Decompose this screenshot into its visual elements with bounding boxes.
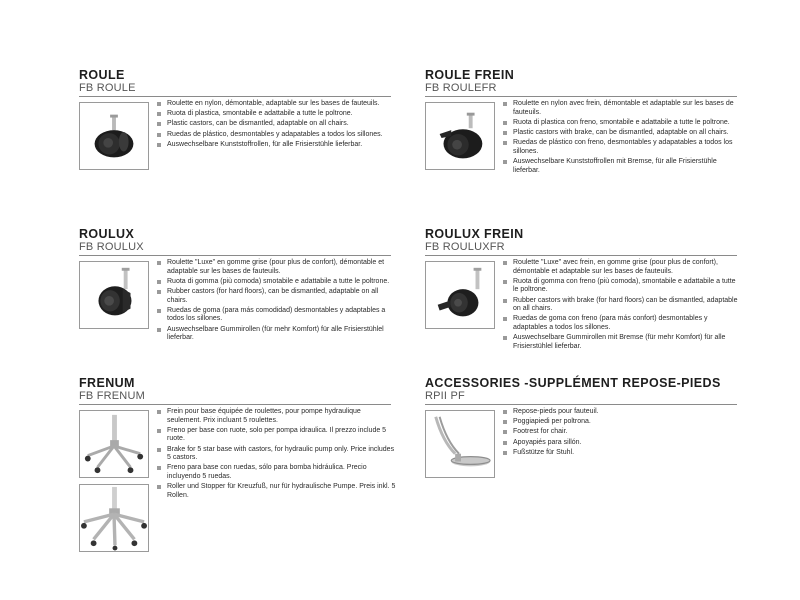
divider <box>425 255 737 256</box>
castor-rubber-brake-image <box>425 261 495 329</box>
section-title: ROULUX <box>79 227 135 241</box>
section-roulux-frein <box>425 227 738 350</box>
product-code: FB ROULE <box>79 82 136 94</box>
divider <box>79 255 391 256</box>
section-title: ACCESSORIES -SUPPLÉMENT REPOSE-PIEDS <box>425 376 721 390</box>
product-code: FB ROULUX <box>79 241 144 253</box>
list-item: Footrest for chair. <box>502 428 742 437</box>
castor-brake-image <box>425 102 495 170</box>
frenum-base-image <box>79 410 149 478</box>
section-frenum <box>79 376 396 499</box>
divider <box>425 404 737 405</box>
list-item: Roller und Stopper für Kreuzfuß, nur für hydraulische Pumpe. Preis inkl. 5 Rollen. <box>156 483 396 500</box>
product-code: FB ROULUXFR <box>425 241 505 253</box>
list-item: Auswechselbare Kunststoffrollen, für alle Frisierstühle lieferbar. <box>156 141 396 150</box>
divider <box>425 96 737 97</box>
section-title: FRENUM <box>79 376 135 390</box>
section-title: ROULUX FREIN <box>425 227 524 241</box>
castor-rubber-image <box>79 261 149 329</box>
list-item: Ruedas de plástico con freno, desmontables y adapatables a todos los sillones. <box>502 139 742 156</box>
section-roule <box>79 68 391 148</box>
list-item: Ruedas de plástico, desmontables y adapatables a todos los sillones. <box>156 131 396 140</box>
list-item: Ruedas de goma con freno (para más confort) desmontables y adaptables a todos los sillones. <box>502 315 742 332</box>
list-item: Roulette en nylon avec frein, démontable et adaptable sur les bases de fauteuils. <box>502 100 742 117</box>
list-item: Brake for 5 star base with castors, for hydraulic pump only. Price includes 5 castors. <box>156 446 396 463</box>
list-item: Repose-pieds pour fauteuil. <box>502 408 742 417</box>
divider <box>79 96 391 97</box>
list-item: Plastic castors with brake, can be dismantled, adaptable on all chairs. <box>502 129 742 138</box>
product-code: RPII PF <box>425 390 465 402</box>
list-item: Ruota di gomma con freno (più comoda), smontabile e adattabile a tutte le poltrone. <box>502 278 742 295</box>
section-accessories <box>425 376 737 456</box>
list-item: Rubber castors (for hard floors), can be dismantled, adaptable on all chairs. <box>156 288 396 305</box>
product-code: FB FRENUM <box>79 390 145 402</box>
list-item: Apoyapiés para sillón. <box>502 439 742 448</box>
list-item: Auswechselbare Gummirollen mit Bremse (für mehr Komfort) für alle Frisierstühlel lieferbar. <box>502 334 742 351</box>
list-item: Poggiapiedi per poltrona. <box>502 418 742 427</box>
section-title: ROULE <box>79 68 125 82</box>
list-item: Ruota di gomma (più comoda) smotabile e adattabile a tutte le poltrone. <box>156 278 396 287</box>
list-item: Fußstütze für Stuhl. <box>502 449 742 458</box>
divider <box>79 404 391 405</box>
list-item: Roulette en nylon, démontable, adaptable sur les bases de fauteuils. <box>156 100 396 109</box>
list-item: Roulette "Luxe" en gomme grise (pour plus de confort), démontable et adaptable sur les bases de fauteuils. <box>156 259 396 276</box>
list-item: Ruota di plastica con freno, smontabile e adattabile a tutte le poltrone. <box>502 119 742 128</box>
list-item: Roulette "Luxe" avec frein, en gomme grise (pour plus de confort), démontable et adaptable sur les bases de fauteuils. <box>502 259 742 276</box>
product-code: FB ROULEFR <box>425 82 497 94</box>
list-item: Freno para base con ruedas, sólo para bomba hidráulica. Precio incluyendo 5 ruedas. <box>156 464 396 481</box>
list-item: Plastic castors, can be dismantled, adaptable on all chairs. <box>156 120 396 129</box>
frenum-stopper-image <box>79 484 149 552</box>
section-roule-frein <box>425 68 737 174</box>
section-roulux <box>79 227 391 342</box>
list-item: Rubber castors with brake (for hard floors) can be dismantled, adaptable on all chairs. <box>502 297 742 314</box>
list-item: Auswechselbare Gummirollen (für mehr Komfort) für alle Frisierstühlel lieferbar. <box>156 326 396 343</box>
list-item: Ruedas de goma (para más comodidad) desmontables y adaptables a todos los sillones. <box>156 307 396 324</box>
list-item: Ruota di plastica, smontabile e adattabile a tutte le poltrone. <box>156 110 396 119</box>
section-title: ROULE FREIN <box>425 68 515 82</box>
list-item: Auswechselbare Kunststoffrollen mit Bremse, für alle Frisierstühle lieferbar. <box>502 158 742 175</box>
list-item: Frein pour base équipée de roulettes, pour pompe hydraulique seulement. Prix incluant 5 roulettes. <box>156 408 396 425</box>
castor-image <box>79 102 149 170</box>
footrest-image <box>425 410 495 478</box>
list-item: Freno per base con ruote, solo per pompa idraulica. Il prezzo include 5 ruote. <box>156 427 396 444</box>
